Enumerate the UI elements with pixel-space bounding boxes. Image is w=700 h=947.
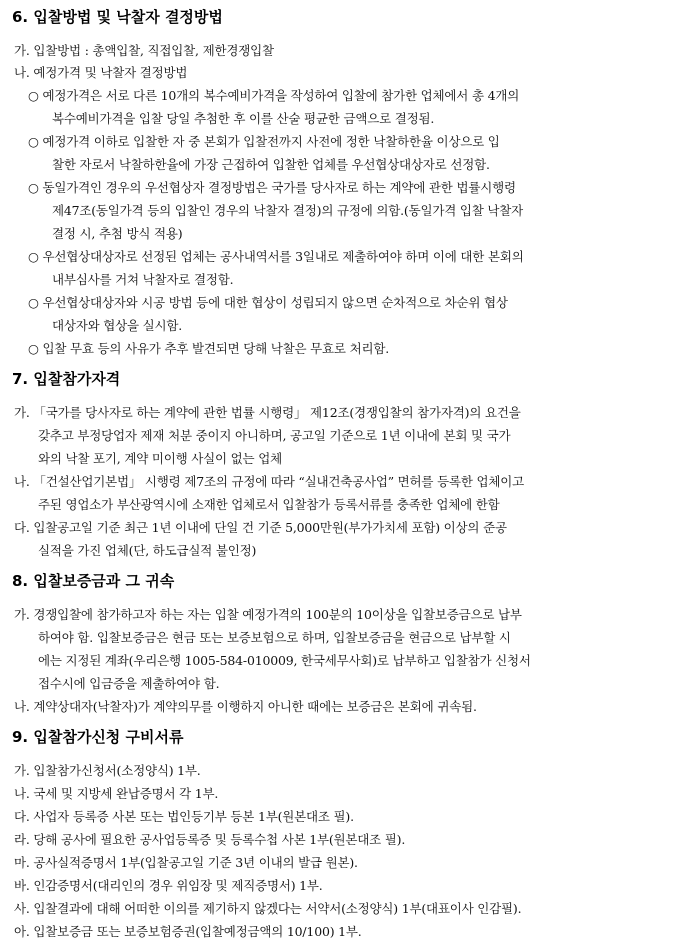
section-heading-6: 6. 입찰방법 및 낙찰자 결정방법 — [12, 8, 223, 26]
section-6-line-14: ○ 입찰 무효 등의 사유가 추후 발견되면 당해 낙찰은 무효로 처리함. — [28, 341, 389, 356]
section-6-line-3: ○ 예정가격은 서로 다른 10개의 복수예비가격을 작성하여 입찰에 참가한 업체에서 총 4개의 — [28, 88, 520, 103]
section-9-line-2: 나. 국세 및 지방세 완납증명서 각 1부. — [14, 786, 219, 801]
section-9-line-3: 다. 사업자 등록증 사본 또는 법인등기부 등본 1부(원본대조 필). — [14, 809, 354, 824]
section-6-line-13: 대상자와 협상을 실시함. — [52, 318, 183, 333]
section-6-line-7: ○ 동일가격인 경우의 우선협상자 결정방법은 국가를 당사자로 하는 계약에 관한 법률시행령 — [28, 180, 516, 195]
section-6-line-4: 복수예비가격을 입찰 당일 추첨한 후 이를 산술 평균한 금액으로 결정됨. — [52, 111, 435, 126]
section-8-line-1: 가. 경쟁입찰에 참가하고자 하는 자는 입찰 예정가격의 100분의 10이상을 입찰보증금으로 납부 — [14, 607, 522, 622]
section-8-line-4: 접수시에 입금증을 제출하여야 함. — [38, 676, 220, 691]
section-9-line-7: 사. 입찰결과에 대해 어떠한 이의를 제기하지 않겠다는 서약서(소정양식) 1부(대표이사 인감필). — [14, 901, 522, 916]
section-9-line-5: 마. 공사실적증명서 1부(입찰공고일 기준 3년 이내의 발급 원본). — [14, 855, 358, 870]
section-9-line-6: 바. 인감증명서(대리인의 경우 위임장 및 제직증명서) 1부. — [14, 878, 323, 893]
section-9-line-1: 가. 입찰참가신청서(소정양식) 1부. — [14, 763, 201, 778]
section-7-line-2: 갖추고 부정당업자 제재 처분 중이지 아니하며, 공고일 기준으로 1년 이내에 본회 및 국가 — [38, 428, 511, 443]
section-8-line-3: 에는 지정된 계좌(우리은행 1005-584-010009, 한국세무사회)로 납부하고 입찰참가 신청서 — [38, 653, 531, 668]
section-heading-7: 7. 입찰참가자격 — [12, 370, 121, 388]
section-6-line-9: 결정 시, 추첨 방식 적용) — [52, 226, 183, 241]
section-6-line-1: 가. 입찰방법 : 총액입찰, 직접입찰, 제한경쟁입찰 — [14, 43, 274, 58]
section-heading-8: 8. 입찰보증금과 그 귀속 — [12, 572, 175, 590]
section-8-line-5: 나. 계약상대자(낙찰자)가 계약의무를 이행하지 아니한 때에는 보증금은 본회에 귀속됨. — [14, 699, 477, 714]
section-6-line-12: ○ 우선협상대상자와 시공 방법 등에 대한 협상이 성립되지 않으면 순차적으로 차순위 협상 — [28, 295, 508, 310]
section-8-line-2: 하여야 함. 입찰보증금은 현금 또는 보증보험으로 하며, 입찰보증금을 현금으로 납부할 시 — [38, 630, 511, 645]
section-6-line-2: 나. 예정가격 및 낙찰자 결정방법 — [14, 65, 188, 80]
section-6-line-11: 내부심사를 거쳐 낙찰자로 결정함. — [52, 272, 234, 287]
section-7-line-7: 실적을 가진 업체(단, 하도급실적 불인정) — [38, 543, 257, 558]
section-7-line-4: 나. 「건설산업기본법」 시행령 제7조의 규정에 따라 “실내건축공사업” 면허를 등록한 업체이고 — [14, 474, 524, 489]
section-7-line-6: 다. 입찰공고일 기준 최근 1년 이내에 단일 건 기준 5,000만원(부가가치세 포함) 이상의 준공 — [14, 520, 507, 535]
section-7-line-1: 가. 「국가를 당사자로 하는 계약에 관한 법률 시행령」 제12조(경쟁입찰의 참가자격)의 요건을 — [14, 405, 521, 420]
section-7-line-5: 주된 영업소가 부산광역시에 소재한 업체로서 입찰참가 등록서류를 충족한 업체에 한함 — [38, 497, 500, 512]
section-heading-9: 9. 입찰참가신청 구비서류 — [12, 728, 184, 746]
section-6-line-8: 제47조(동일가격 등의 입찰인 경우의 낙찰자 결정)의 규정에 의함.(동일가격 입찰 낙찰자 — [52, 203, 524, 218]
section-6-line-5: ○ 예정가격 이하로 입찰한 자 중 본회가 입찰전까지 사전에 정한 낙찰하한율 이상으로 입 — [28, 134, 500, 149]
section-7-line-3: 와의 낙찰 포기, 계약 미이행 사실이 없는 업체 — [38, 451, 282, 466]
section-9-line-4: 라. 당해 공사에 필요한 공사업등록증 및 등록수첩 사본 1부(원본대조 필). — [14, 832, 406, 847]
section-6-line-10: ○ 우선협상대상자로 선정된 업체는 공사내역서를 3일내로 제출하여야 하며 이에 대한 본회의 — [28, 249, 524, 264]
section-9-line-8: 아. 입찰보증금 또는 보증보험증권(입찰예정금액의 10/100) 1부. — [14, 924, 362, 939]
section-6-line-6: 찰한 자로서 낙찰하한율에 가장 근접하여 입찰한 업체를 우선협상대상자로 선정함. — [52, 157, 490, 172]
